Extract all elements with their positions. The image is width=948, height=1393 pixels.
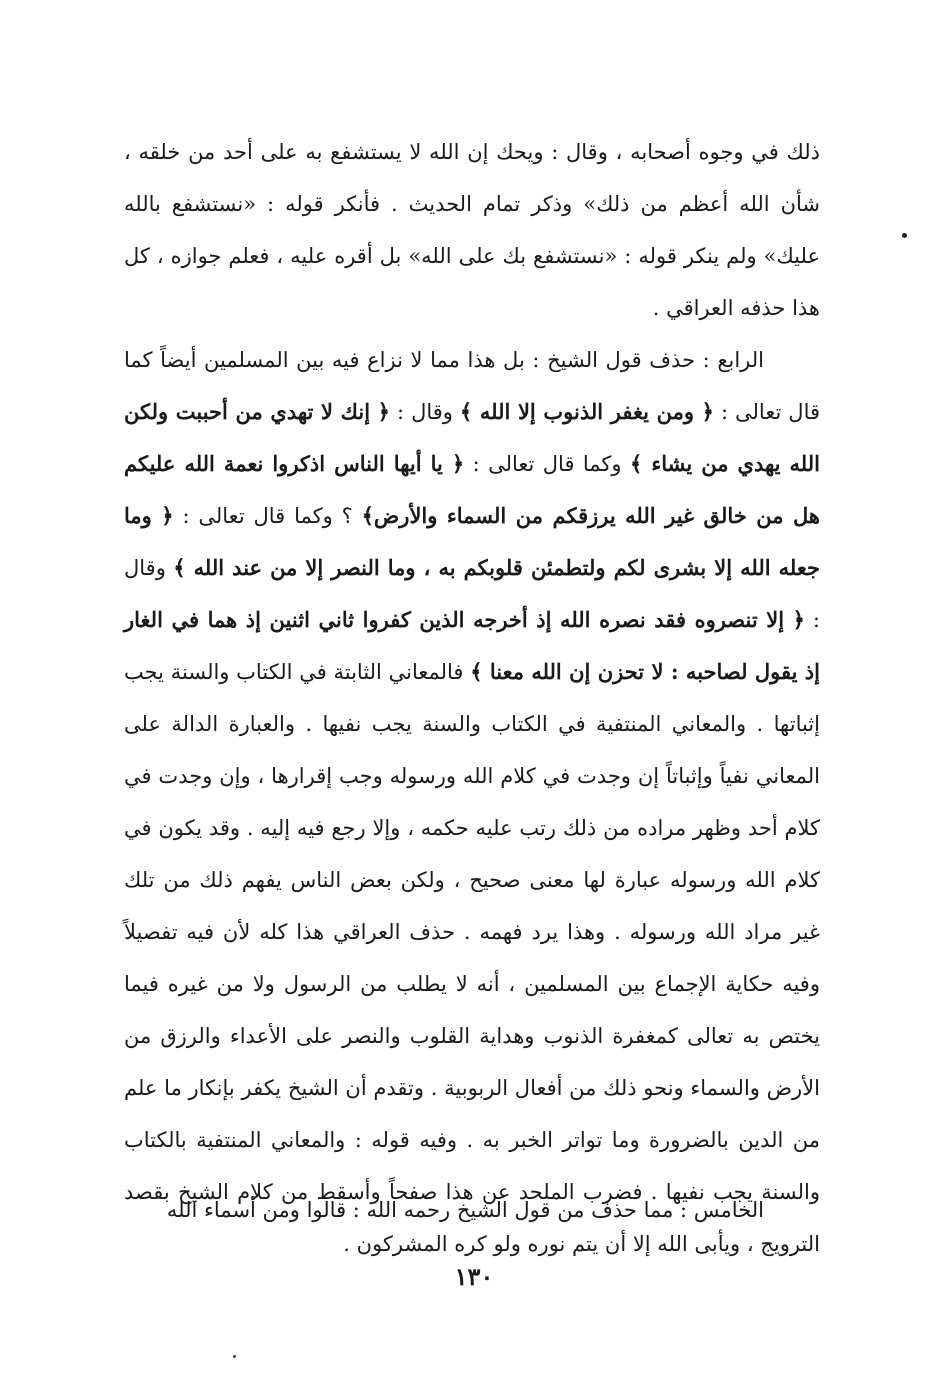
- text-run: وكما قال تعالى :: [464, 452, 630, 476]
- text-run: فالمعاني الثابتة في الكتاب والسنة يجب إثباتها . والمعاني المنتفية في الكتاب والسنة يجب نفيها . والعبارة الدالة على المعاني نفياً وإثباتاً إن وجدت في كلام الله ورسوله وجب إقرارها ، وإن وجدت في كلام أحد وظهر مراده من ذلك رتب عليه حكمه ، وإلا رجع فيه إليه . وقد يكون في كلام الله ورسوله عبارة لها معنى صحيح ، ولكن بعض الناس يفهم ذلك من تلك غير مراد الله ورسوله . وهذا يرد فهمه . حذف العراقي هذا كله لأن فيه تفصيلاً وفيه حكاية الإجماع بين المسلمين ، أنه لا يطلب من الرسول ولا من غيره فيما يختص به تعالى كمغفرة الذنوب وهداية القلوب والنصر على الأعداء والرزق من الأرض والسماء ونحو ذلك من أفعال الربوبية . وتقدم أن الشيخ يكفر بإنكار ما علم من الدين بالضرورة وما تواتر الخبر به . وفيه قوله : والمعاني المنتفية بالكتاب والسنة يجب نفيها . فضرب الملحد عن هذا صفحاً وأسقط من كلام الشيخ بقصد الترويج ، ويأبى الله إلا أن يتم نوره ولو كره المشركون .: [124, 660, 820, 1256]
- page-number: ١٣٠: [454, 1262, 494, 1291]
- paragraph-continuation: [124, 126, 820, 334]
- scan-speck-bottom: [233, 1355, 236, 1358]
- quran-verse: ﴿ ومن يغفر الذنوب إلا الله ﴾: [459, 399, 714, 424]
- paragraph-1-text: ذلك في وجوه أصحابه ، وقال : ويحك إن الله لا يستشفع به على أحد من خلقه ، شأن الله أعظم من ذلك» وذكر تمام الحديث . فأنكر قوله : «نستشفع بالله عليك» ولم ينكر قوله : «نستشفع بك على الله» بل أقره عليه ، فعلم جوازه ، كل هذا حذفه العراقي .: [124, 140, 820, 320]
- paragraph-3: [124, 1184, 820, 1236]
- paragraph-2: [124, 334, 820, 1270]
- paragraph-1: [124, 126, 820, 334]
- paragraph-3-text: الخامس : مما حذف من قول الشيخ رحمه الله : قالوا ومن أسماء الله: [166, 1198, 764, 1222]
- quran-verse: ﴿ إلا تنصروه فقد نصره الله إذ أخرجه الذين كفروا ثاني اثنين إذ هما في الغار إذ يقول لصاحبه : لا تحزن إن الله معنا ﴾: [124, 607, 820, 684]
- paragraph-fifth-point: [124, 1184, 820, 1236]
- scan-speck-right: [902, 233, 907, 238]
- quran-verse: ﴿ وما جعله الله إلا بشرى لكم ولتطمئن قلوبكم به ، وما النصر إلا من عند الله ﴾: [124, 503, 820, 580]
- text-run: الرابع : حذف قول الشيخ : بل هذا مما لا نزاع فيه بين المسلمين أيضاً كما قال تعالى :: [124, 348, 821, 424]
- quran-verse: ﴿ إنك لا تهدي من أحببت ولكن الله يهدي من يشاء ﴾: [124, 399, 820, 476]
- text-run: وقال :: [389, 400, 460, 424]
- paragraph-fourth-point: [124, 334, 820, 1270]
- text-run: ؟ وكما قال تعالى :: [173, 504, 362, 528]
- quran-verse: ﴿ يا أيها الناس اذكروا نعمة الله عليكم هل من خالق غير الله يرزقكم من السماء والأرض﴾: [124, 451, 820, 528]
- text-run: وقال :: [124, 556, 820, 632]
